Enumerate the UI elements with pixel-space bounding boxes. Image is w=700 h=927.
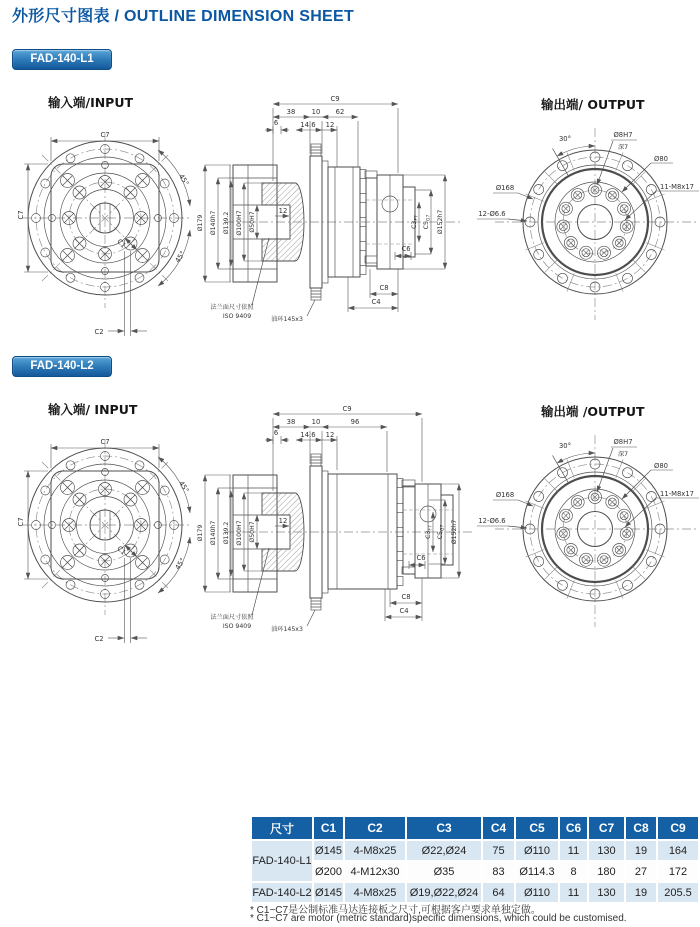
dim-12-top: 12 — [325, 121, 335, 129]
footnote-en: * C1~C7 are motor (metric standard)specific dimensions, which could be customised. — [250, 913, 627, 924]
dim-11-screws: 11-M8x17 — [660, 183, 694, 191]
dim-c4: C4 — [371, 298, 381, 306]
dim-c6: C6 — [401, 245, 411, 253]
table-cell: 130 — [588, 840, 625, 861]
dim-dia140: Ø140h7 — [210, 210, 217, 236]
table-row — [251, 840, 699, 861]
dim-12-top: 12 — [325, 431, 335, 439]
page-title: 外形尺寸图表 / OUTLINE DIMENSION SHEET — [12, 8, 355, 25]
table-cell: Ø200 — [313, 861, 344, 882]
dim-dia100: Ø100H7 — [236, 520, 243, 546]
table-cell: 64 — [482, 882, 515, 903]
dim-angle-lower: 45° — [173, 556, 187, 572]
dim-c7-top: C7 — [100, 131, 110, 139]
dim-c3: $C3_{F7}$ — [425, 525, 434, 539]
dim-38: 38 — [286, 418, 296, 426]
dim-dia140: Ø140h7 — [210, 520, 217, 546]
flange-note-line2: ISO 9409 — [222, 313, 252, 320]
dim-c9: C9 — [342, 405, 352, 413]
dim-dia80: Ø80 — [654, 462, 668, 470]
dim-dia179: Ø179 — [197, 524, 204, 542]
drawing-section-view-l2 — [195, 398, 480, 650]
table-cell: Ø35 — [406, 861, 482, 882]
table-cell: 27 — [625, 861, 657, 882]
table-cell: 4-M12x30 — [344, 861, 406, 882]
dim-dia50: Ø50H7 — [249, 211, 256, 233]
drawing-output-view-l1 — [475, 93, 700, 343]
table-cell: Ø19,Ø22,Ø24 — [406, 882, 482, 903]
dim-12-holes: 12-Ø6.6 — [478, 517, 506, 525]
table-cell: 11 — [559, 840, 588, 861]
table-cell: 164 — [657, 840, 699, 861]
flange-note-line1: 法兰面尺寸依照 — [210, 304, 254, 311]
dim-angle30: 30° — [558, 442, 572, 450]
dim-146: 14.6 — [300, 431, 316, 439]
table-cell: Ø110 — [515, 882, 559, 903]
dim-c7-top: C7 — [100, 438, 110, 446]
dim-dia1392: Ø139.2 — [223, 211, 230, 235]
dim-c5: $C5_{G7}$ — [437, 524, 446, 540]
dim-c8: C8 — [401, 593, 411, 601]
table-header-cell: C1 — [313, 816, 344, 840]
dim-12-holes: 12-Ø6.6 — [478, 210, 506, 218]
dim-angle-lower: 45° — [173, 249, 187, 265]
table-cell: 130 — [588, 882, 625, 903]
dim-dia179: Ø179 — [197, 214, 204, 232]
oil-ring-note: 油环145x3 — [271, 316, 303, 323]
table-cell: 180 — [588, 861, 625, 882]
dim-c5: $C5_{G7}$ — [423, 214, 432, 230]
table-cell: 205.5 — [657, 882, 699, 903]
table-cell: Ø145 — [313, 882, 344, 903]
dim-c6: C6 — [416, 554, 426, 562]
dim-10: 10 — [311, 108, 321, 116]
table-header-cell: 尺寸 — [251, 816, 313, 840]
footnote-zh: * C1~C7是公制标准马达连接板之尺寸,可根据客户要求单独定做。 — [250, 905, 541, 916]
dim-11-screws: 11-M8x17 — [660, 490, 694, 498]
table-header-cell: C4 — [482, 816, 515, 840]
dim-12-bore: 12 — [278, 207, 288, 215]
dim-c2: C2 — [94, 635, 104, 643]
dim-6: 6 — [273, 119, 279, 127]
drawing-output-view-l2 — [475, 400, 700, 650]
table-header-cell: C7 — [588, 816, 625, 840]
model-cell: FAD-140-L2 — [251, 882, 313, 903]
table-cell: Ø110 — [515, 840, 559, 861]
table-header-cell: C9 — [657, 816, 699, 840]
table-cell: 11 — [559, 882, 588, 903]
table-row — [251, 861, 699, 882]
dim-c1: C1 — [115, 237, 128, 250]
table-header-cell: C3 — [406, 816, 482, 840]
dim-angle-upper: 45° — [177, 479, 191, 495]
table-header-cell: C5 — [515, 816, 559, 840]
dim-c3: $C3_{F7}$ — [411, 215, 420, 229]
output-view-label: 输出端 /OUTPUT — [541, 404, 645, 419]
dim-146: 14.6 — [300, 121, 316, 129]
table-header-cell: C2 — [344, 816, 406, 840]
table-cell: 19 — [625, 840, 657, 861]
table-cell: 75 — [482, 840, 515, 861]
table-cell: Ø145 — [313, 840, 344, 861]
table-cell: 83 — [482, 861, 515, 882]
table-header-cell: C8 — [625, 816, 657, 840]
drawing-section-view-l1 — [195, 88, 480, 340]
dim-c4: C4 — [399, 607, 409, 615]
dim-10: 10 — [311, 418, 321, 426]
flange-note-line1: 法兰面尺寸依照 — [210, 614, 254, 621]
input-view-label: 输入端/INPUT — [48, 95, 134, 110]
dim-dia80: Ø80 — [654, 155, 668, 163]
table-header-cell: C6 — [559, 816, 588, 840]
dim-6: 6 — [273, 429, 279, 437]
dim-dia152: Ø152h7 — [451, 519, 458, 545]
table-row — [251, 882, 699, 903]
table-cell: 8 — [559, 861, 588, 882]
dim-dia168: Ø168 — [495, 491, 515, 499]
table-cell: 172 — [657, 861, 699, 882]
dim-depth7: 深7 — [617, 144, 629, 151]
dim-dia1392: Ø139.2 — [223, 521, 230, 545]
dim-c7-left: C7 — [17, 517, 25, 527]
dim-38: 38 — [286, 108, 296, 116]
dim-c7-left: C7 — [17, 210, 25, 220]
dim-depth7: 深7 — [617, 451, 629, 458]
model-cell: FAD-140-L1 — [251, 840, 313, 882]
input-view-label: 输入端/ INPUT — [48, 402, 138, 417]
table-header-row — [251, 816, 699, 840]
table-cell: Ø114.3 — [515, 861, 559, 882]
table-cell: 4-M8x25 — [344, 840, 406, 861]
table-cell: 4-M8x25 — [344, 882, 406, 903]
dim-length: 62 — [335, 108, 345, 116]
dim-dia50: Ø50H7 — [249, 521, 256, 543]
dim-length: 96 — [350, 418, 360, 426]
dim-c9: C9 — [330, 95, 340, 103]
dim-dia168: Ø168 — [495, 184, 515, 192]
dim-angle30: 30° — [558, 135, 572, 143]
dim-c1: C1 — [115, 544, 128, 557]
table-cell: Ø22,Ø24 — [406, 840, 482, 861]
model-badge-fad-140-l1: FAD-140-L1 — [12, 49, 112, 70]
dimension-table — [250, 815, 700, 904]
table-cell: 19 — [625, 882, 657, 903]
dim-c8: C8 — [379, 284, 389, 292]
drawing-input-view-l2 — [8, 400, 226, 658]
input-flange-geometry — [22, 440, 192, 615]
model-badge-fad-140-l2: FAD-140-L2 — [12, 356, 112, 377]
dim-dia100: Ø100H7 — [236, 210, 243, 236]
flange-note-line2: ISO 9409 — [222, 623, 252, 630]
dim-dia8h7: Ø8H7 — [613, 438, 633, 446]
dim-angle-upper: 45° — [177, 172, 191, 188]
dim-dia152: Ø152h7 — [437, 209, 444, 235]
dim-c2: C2 — [94, 328, 104, 336]
dim-12-bore: 12 — [278, 517, 288, 525]
input-flange-geometry — [22, 133, 192, 308]
oil-ring-note: 油环145x3 — [271, 626, 303, 633]
output-view-label: 输出端/ OUTPUT — [541, 97, 645, 112]
dim-dia8h7: Ø8H7 — [613, 131, 633, 139]
drawing-input-view-l1 — [8, 93, 226, 351]
